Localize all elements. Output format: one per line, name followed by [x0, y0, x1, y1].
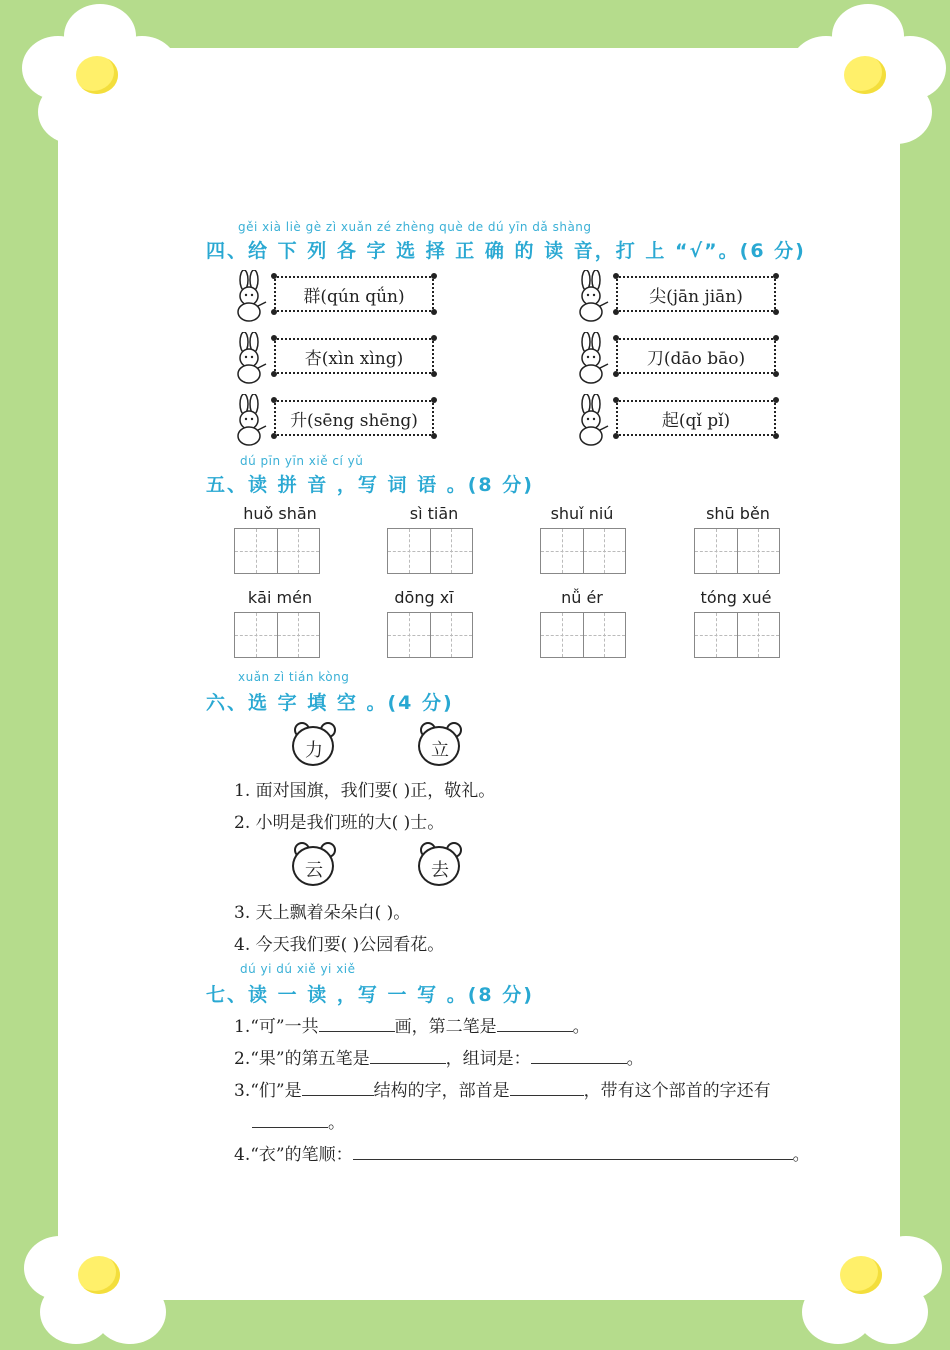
section5-pinyin: dú pīn yīn xiě cí yǔ — [240, 454, 364, 468]
writing-grid[interactable] — [540, 528, 626, 574]
fill-sentence-1[interactable]: 1. 面对国旗，我们要( )正，敬礼。 — [234, 781, 496, 801]
choice-char: 云 — [305, 860, 323, 881]
reading-option-box[interactable] — [274, 338, 434, 374]
q4-prefix: 4.“衣”的笔顺： — [234, 1145, 353, 1165]
flower-bottom-left — [14, 1200, 184, 1350]
writing-grid[interactable] — [387, 612, 473, 658]
bear-char-icon — [292, 722, 336, 766]
section7-title: 七、读 一 读 ，写 一 写 。(8 分) — [206, 984, 534, 1006]
reading-option-box[interactable] — [616, 338, 776, 374]
flower-bottom-right — [776, 1200, 946, 1350]
question-2 — [234, 1044, 644, 1069]
writing-grid[interactable] — [234, 612, 320, 658]
section6-pinyin: xuǎn zì tián kòng — [238, 670, 350, 684]
answer-blank[interactable] — [510, 1095, 584, 1096]
pinyin-word: kāi mén — [247, 588, 313, 607]
choice-char: 力 — [305, 740, 323, 761]
section5-title: 五、读 拼 音 ，写 词 语 。(8 分) — [206, 474, 534, 496]
option-text: 群(qún qǘn) — [303, 286, 405, 307]
bear-char-icon — [292, 842, 336, 886]
answer-blank[interactable] — [497, 1031, 573, 1032]
choice-char: 去 — [431, 860, 449, 881]
q4-end: 。 — [792, 1145, 810, 1165]
q1-prefix: 1.“可”一共 — [234, 1017, 319, 1037]
question-1 — [234, 1012, 590, 1037]
section4-title: 四、给 下 列 各 字 选 择 正 确 的 读 音，打 上 “√”。(6 分) — [206, 240, 806, 262]
q1-end: 。 — [572, 1017, 590, 1037]
bunny-icon — [232, 270, 268, 322]
writing-grid[interactable] — [387, 528, 473, 574]
pinyin-word: nǚ ér — [561, 588, 603, 607]
writing-grid[interactable] — [694, 612, 780, 658]
option-text: 起(qǐ pǐ) — [661, 410, 731, 431]
fill-sentence-3[interactable]: 3. 天上飘着朵朵白( )。 — [234, 903, 411, 923]
section7-pinyin: dú yi dú xiě yi xiě — [240, 962, 356, 976]
reading-option-box[interactable] — [274, 400, 434, 436]
q3-end: 。 — [328, 1113, 345, 1133]
fill-sentence-4[interactable]: 4. 今天我们要( )公园看花。 — [234, 935, 445, 955]
pinyin-word: shū běn — [706, 504, 770, 523]
option-text: 升(sēng shēng) — [290, 410, 418, 431]
q3-suffix: ，带有这个部首的字还有 — [583, 1081, 771, 1101]
answer-blank[interactable] — [252, 1127, 328, 1128]
q1-middle: 画，第二笔是 — [394, 1017, 497, 1037]
answer-blank[interactable] — [302, 1095, 374, 1096]
bunny-icon — [574, 332, 610, 384]
q3-prefix: 3.“们”是 — [234, 1081, 302, 1101]
reading-option-box[interactable] — [274, 276, 434, 312]
pinyin-word: huǒ shān — [243, 504, 317, 523]
writing-grid[interactable] — [234, 528, 320, 574]
fill-sentence-2[interactable]: 2. 小明是我们班的大( )士。 — [234, 813, 445, 833]
choice-char: 立 — [431, 740, 449, 761]
bunny-icon — [574, 270, 610, 322]
answer-blank[interactable] — [319, 1031, 395, 1032]
bear-char-icon — [418, 842, 462, 886]
answer-blank[interactable] — [353, 1159, 793, 1160]
reading-option-box[interactable] — [616, 400, 776, 436]
option-text: 杏(xìn xìng) — [304, 348, 404, 369]
pinyin-word: sì tiān — [409, 504, 459, 523]
section4-pinyin: gěi xià liè gè zì xuǎn zé zhèng què de dú yīn dǎ shàng — [238, 220, 592, 234]
bear-char-icon — [418, 722, 462, 766]
writing-grid[interactable] — [694, 528, 780, 574]
section6-title: 六、选 字 填 空 。(4 分) — [206, 692, 454, 714]
reading-option-box[interactable] — [616, 276, 776, 312]
pinyin-word: dōng xī — [394, 588, 454, 607]
answer-blank[interactable] — [531, 1063, 627, 1064]
question-3-continued — [252, 1108, 345, 1133]
bunny-icon — [232, 394, 268, 446]
bunny-icon — [232, 332, 268, 384]
pinyin-word: tóng xué — [700, 588, 772, 607]
writing-grid[interactable] — [540, 612, 626, 658]
bunny-icon — [574, 394, 610, 446]
q2-prefix: 2.“果”的第五笔是 — [234, 1049, 370, 1069]
question-4 — [234, 1140, 810, 1165]
q2-middle: ，组词是： — [445, 1049, 531, 1069]
question-3 — [234, 1076, 771, 1101]
q3-middle: 结构的字，部首是 — [373, 1081, 510, 1101]
pinyin-word: shuǐ niú — [550, 504, 614, 523]
flower-top-left — [12, 0, 182, 150]
answer-blank[interactable] — [370, 1063, 446, 1064]
q2-end: 。 — [626, 1049, 644, 1069]
option-text: 尖(jān jiān) — [649, 286, 743, 307]
option-text: 刀(dāo bāo) — [646, 348, 746, 369]
flower-top-right — [780, 0, 950, 150]
